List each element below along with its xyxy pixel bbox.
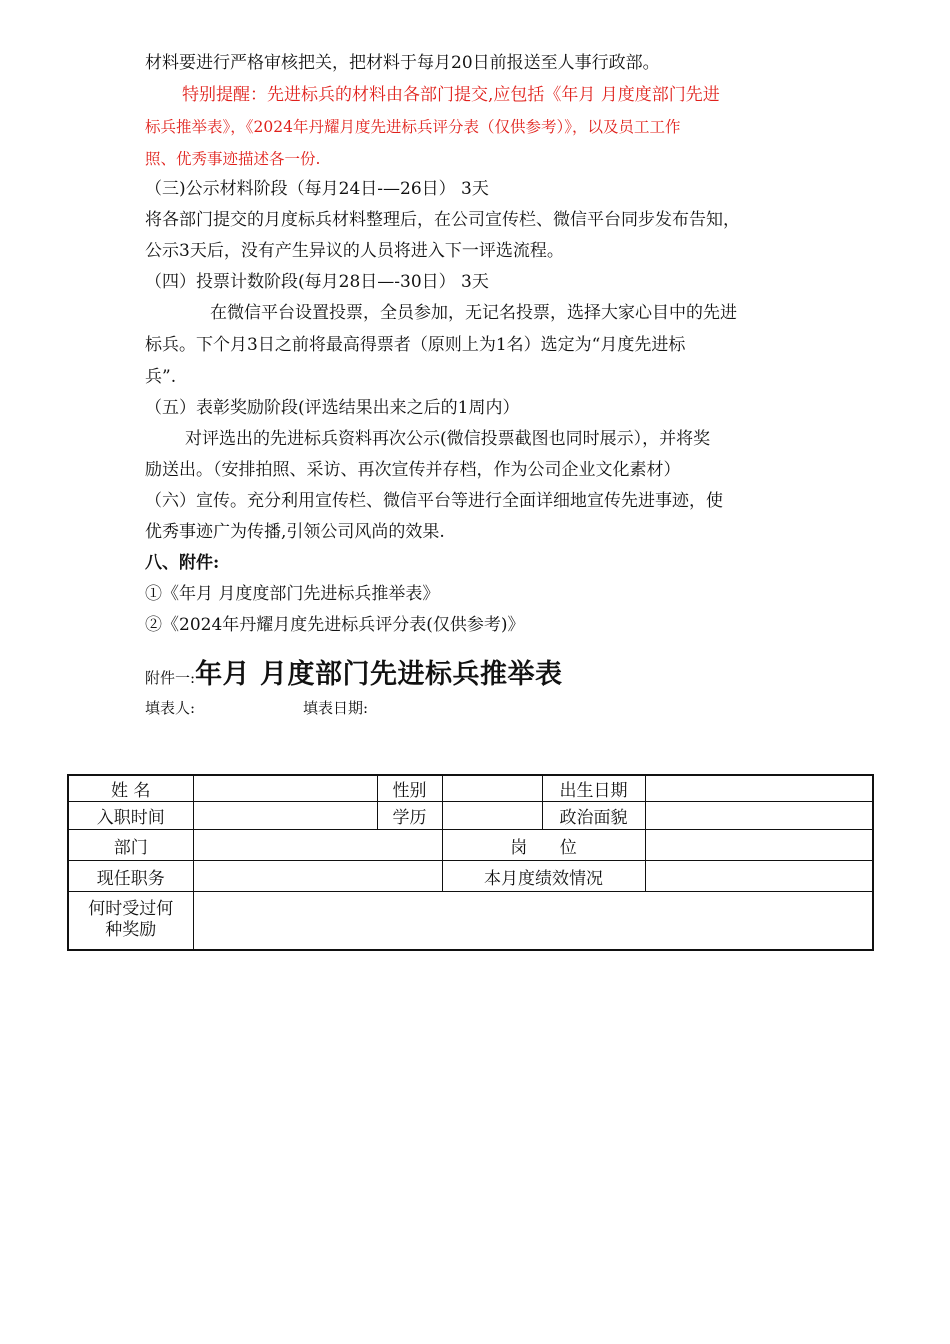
section-voting-heading: （四）投票计数阶段(每月28日—-30日） 3天 [145, 272, 489, 292]
join-date-value-cell[interactable] [193, 802, 377, 830]
special-reminder-line2: 标兵推举表》，《2024年丹耀月度先进标兵评分表（仅供参考）》，以及员工工作 [145, 118, 681, 136]
section-promotion-line1: （六）宣传。充分利用宣传栏、微信平台等进行全面详细地宣传先进事迹，使 [145, 491, 723, 511]
voting-text-line2: 标兵。下个月3日之前将最高得票者（原则上为1名）选定为“月度先进标 [145, 335, 686, 355]
table-row [68, 802, 873, 830]
attachment-item-2: ②《2024年丹耀月度先进标兵评分表(仅供参考)》 [145, 615, 525, 635]
gender-value-cell[interactable] [442, 775, 542, 802]
special-reminder-line3: 照、优秀事迹描述各一份. [145, 150, 321, 168]
position-value-cell[interactable] [645, 830, 873, 861]
education-label: 学历 [377, 802, 442, 830]
voting-text-line1: 在微信平台设置投票，全员参加，无记名投票，选择大家心目中的先进 [210, 303, 737, 323]
fill-date-label: 填表日期: [303, 699, 369, 717]
name-value-cell[interactable] [193, 775, 377, 802]
table-row [68, 861, 873, 892]
awards-value-cell[interactable] [193, 892, 873, 950]
current-role-value-cell[interactable] [193, 861, 442, 892]
paragraph-material-review: 材料要进行严格审核把关，把材料于每月20日前报送至人事行政部。 [145, 53, 660, 73]
political-status-label: 政治面貌 [542, 802, 645, 830]
publicity-text-line2: 公示3天后，没有产生异议的人员将进入下一评选流程。 [145, 241, 564, 261]
birth-date-label: 出生日期 [542, 775, 645, 802]
publicity-text-line1: 将各部门提交的月度标兵材料整理后，在公司宣传栏、微信平台同步发布告知， [145, 210, 740, 230]
recommendation-form-table [67, 774, 874, 951]
form-title-main: 年月 月度部门先进标兵推举表 [195, 659, 563, 690]
award-text-line2: 励送出。（安排拍照、采访、再次宣传并存档，作为公司企业文化素材） [145, 460, 681, 480]
attachments-heading: 八、附件: [145, 553, 220, 573]
department-label: 部门 [68, 830, 193, 861]
gender-label: 性别 [377, 775, 442, 802]
table-row [68, 775, 873, 802]
position-label: 岗 位 [442, 830, 645, 861]
table-row [68, 830, 873, 861]
voting-text-line3: 兵”. [145, 367, 177, 387]
awards-label-line2: 种奖励 [105, 920, 157, 941]
awards-label-line1: 何时受过何 [88, 899, 174, 920]
form-title [145, 652, 562, 691]
join-date-label: 入职时间 [68, 802, 193, 830]
political-status-value-cell[interactable] [645, 802, 873, 830]
form-title-prefix: 附件一: [145, 669, 196, 687]
department-value-cell[interactable] [193, 830, 442, 861]
education-value-cell[interactable] [442, 802, 542, 830]
table-row [68, 892, 873, 950]
section-promotion-line2: 优秀事迹广为传播,引领公司风尚的效果. [145, 522, 445, 542]
section-publicity-heading: （三)公示材料阶段（每月24日-—26日） 3天 [145, 179, 489, 199]
section-award-heading: （五）表彰奖励阶段(评选结果出来之后的1周内） [145, 398, 520, 418]
award-text-line1: 对评选出的先进标兵资料再次公示(微信投票截图也同时展示），并将奖 [185, 429, 711, 449]
birth-date-value-cell[interactable] [645, 775, 873, 802]
current-role-label: 现任职务 [68, 861, 193, 892]
name-label: 姓 名 [68, 775, 193, 802]
filler-label: 填表人: [145, 699, 196, 717]
performance-value-cell[interactable] [645, 861, 873, 892]
attachment-item-1: ①《年月 月度度部门先进标兵推举表》 [145, 584, 440, 604]
special-reminder-line1: 特别提醒：先进标兵的材料由各部门提交,应包括《年月 月度度部门先进 [182, 85, 720, 105]
performance-label: 本月度绩效情况 [442, 861, 645, 892]
awards-label [68, 892, 193, 950]
